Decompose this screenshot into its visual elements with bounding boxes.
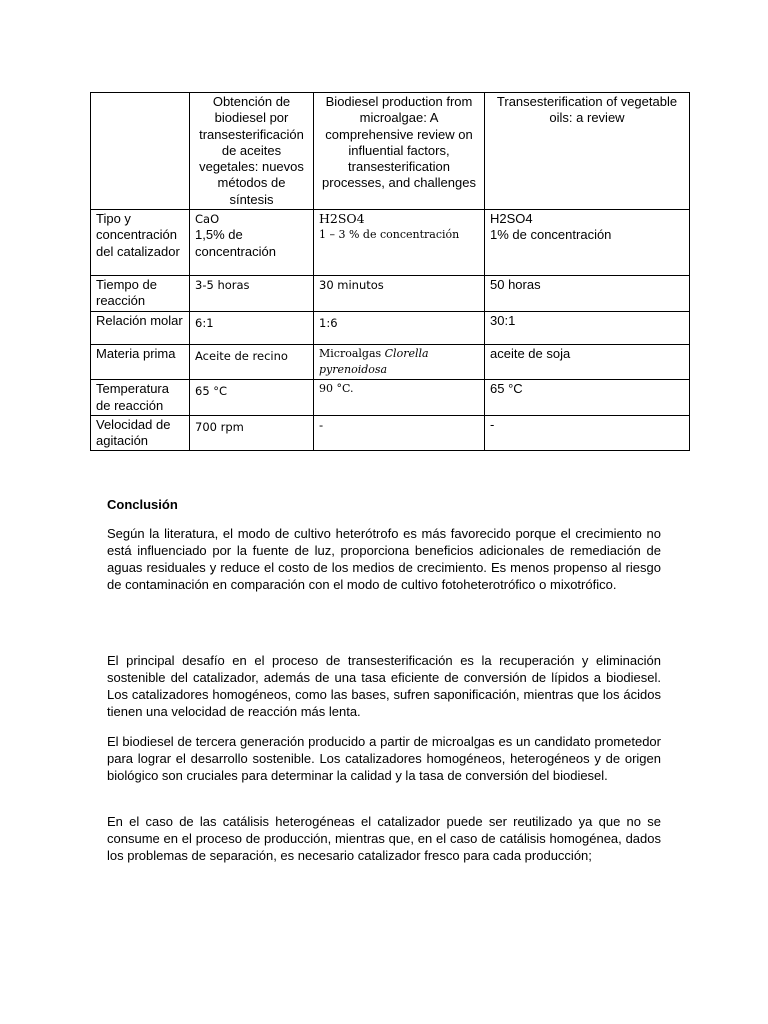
- cell-line: 1% de concentración: [490, 227, 612, 243]
- row-label: Velocidad de agitación: [91, 415, 190, 451]
- table-row: [91, 344, 690, 380]
- row-label: Tiempo de reacción: [91, 276, 190, 312]
- row-label: Materia prima: [91, 344, 190, 380]
- table-cell: -: [485, 415, 690, 451]
- cell-line: 700 rpm: [195, 419, 244, 434]
- cell-line: Aceite de recino: [195, 348, 288, 363]
- table-cell: [314, 311, 485, 344]
- table-cell: aceite de soja: [485, 344, 690, 380]
- cell-line: H2SO4: [319, 211, 365, 227]
- header-source-3: Transesterification of vegetable oils: a review: [485, 93, 690, 210]
- table-cell: [190, 210, 314, 276]
- conclusion-paragraph-1: Según la literatura, el modo de cultivo heterótrofo es más favorecido porque el crecimiento no está influenciado por la fuente de luz, proporciona beneficios adicionales de remediación de aguas residuales y reduce el costo de los medios de crecimiento. Es menos propenso al riesgo de contaminación en comparación con el modo de cultivo fotoheterotrófico o mixotrófico.: [107, 526, 661, 592]
- table-cell: 30 minutos: [314, 276, 485, 312]
- cell-line: 1 – 3 % de concentración: [319, 228, 460, 242]
- conclusion-paragraph-3: El biodiesel de tercera generación producido a partir de microalgas es un candidato prometedor para lograr el desarrollo sostenible. Los catalizadores homogéneos, heterogéneos y de origen biológico son cruciales para determinar la calidad y la tasa de conversión del biodiesel.: [107, 734, 661, 783]
- species-name: Clorella pyrenoidosa: [319, 346, 429, 376]
- header-source-2: Biodiesel production from microalgae: A comprehensive review on influential factors, transesterification processes, and challenges: [314, 93, 485, 210]
- cell-line: CaO: [195, 212, 220, 227]
- table-row: [91, 415, 690, 451]
- table-row: [91, 380, 690, 416]
- table-cell: [314, 344, 485, 380]
- table-cell: [190, 311, 314, 344]
- cell-line: 1:6: [319, 315, 338, 330]
- header-source-1: Obtención de biodiesel por transesterificación de aceites vegetales: nuevos métodos de síntesis: [190, 93, 314, 210]
- row-label: Relación molar: [91, 311, 190, 344]
- conclusion-paragraph-2: El principal desafío en el proceso de transesterificación es la recuperación y eliminación sostenible del catalizador, además de una tasa eficiente de conversión de lípidos a biodiesel. Los catalizadores homogéneos, como las bases, sufren saponificación, mientras que los ácidos tienen una velocidad de reacción más lenta.: [107, 653, 661, 719]
- cell-text: Microalgas: [319, 346, 385, 360]
- header-empty-cell: [91, 93, 190, 210]
- table-cell: [485, 210, 690, 276]
- cell-line: 1,5% de concentración: [195, 227, 276, 259]
- table-cell: [190, 380, 314, 416]
- cell-line: H2SO4: [490, 211, 533, 227]
- row-label: Tipo y concentración del catalizador: [91, 210, 190, 276]
- table-cell: [190, 344, 314, 380]
- cell-line: 65 °C: [195, 384, 228, 399]
- table-cell: -: [314, 415, 485, 451]
- comparison-table: [90, 92, 690, 451]
- table-row: [91, 210, 690, 276]
- table-row: [91, 311, 690, 344]
- conclusion-heading: Conclusión: [107, 497, 178, 512]
- table-cell: 65 °C: [485, 380, 690, 416]
- table-cell: 90 °C.: [314, 380, 485, 416]
- table-cell: 50 horas: [485, 276, 690, 312]
- table-cell: [190, 415, 314, 451]
- conclusion-paragraph-4: En el caso de las catálisis heterogéneas el catalizador puede ser reutilizado ya que no se consume en el proceso de producción, mientras que, en el caso de catálisis homogénea, dados los problemas de separación, es necesario catalizador fresco para cada producción;: [107, 814, 661, 863]
- table-header-row: [91, 93, 690, 210]
- cell-line: 6:1: [195, 315, 214, 330]
- table-cell: 30:1: [485, 311, 690, 344]
- table-cell: 3-5 horas: [190, 276, 314, 312]
- table-cell: [314, 210, 485, 276]
- row-label: Temperatura de reacción: [91, 380, 190, 416]
- table-row: [91, 276, 690, 312]
